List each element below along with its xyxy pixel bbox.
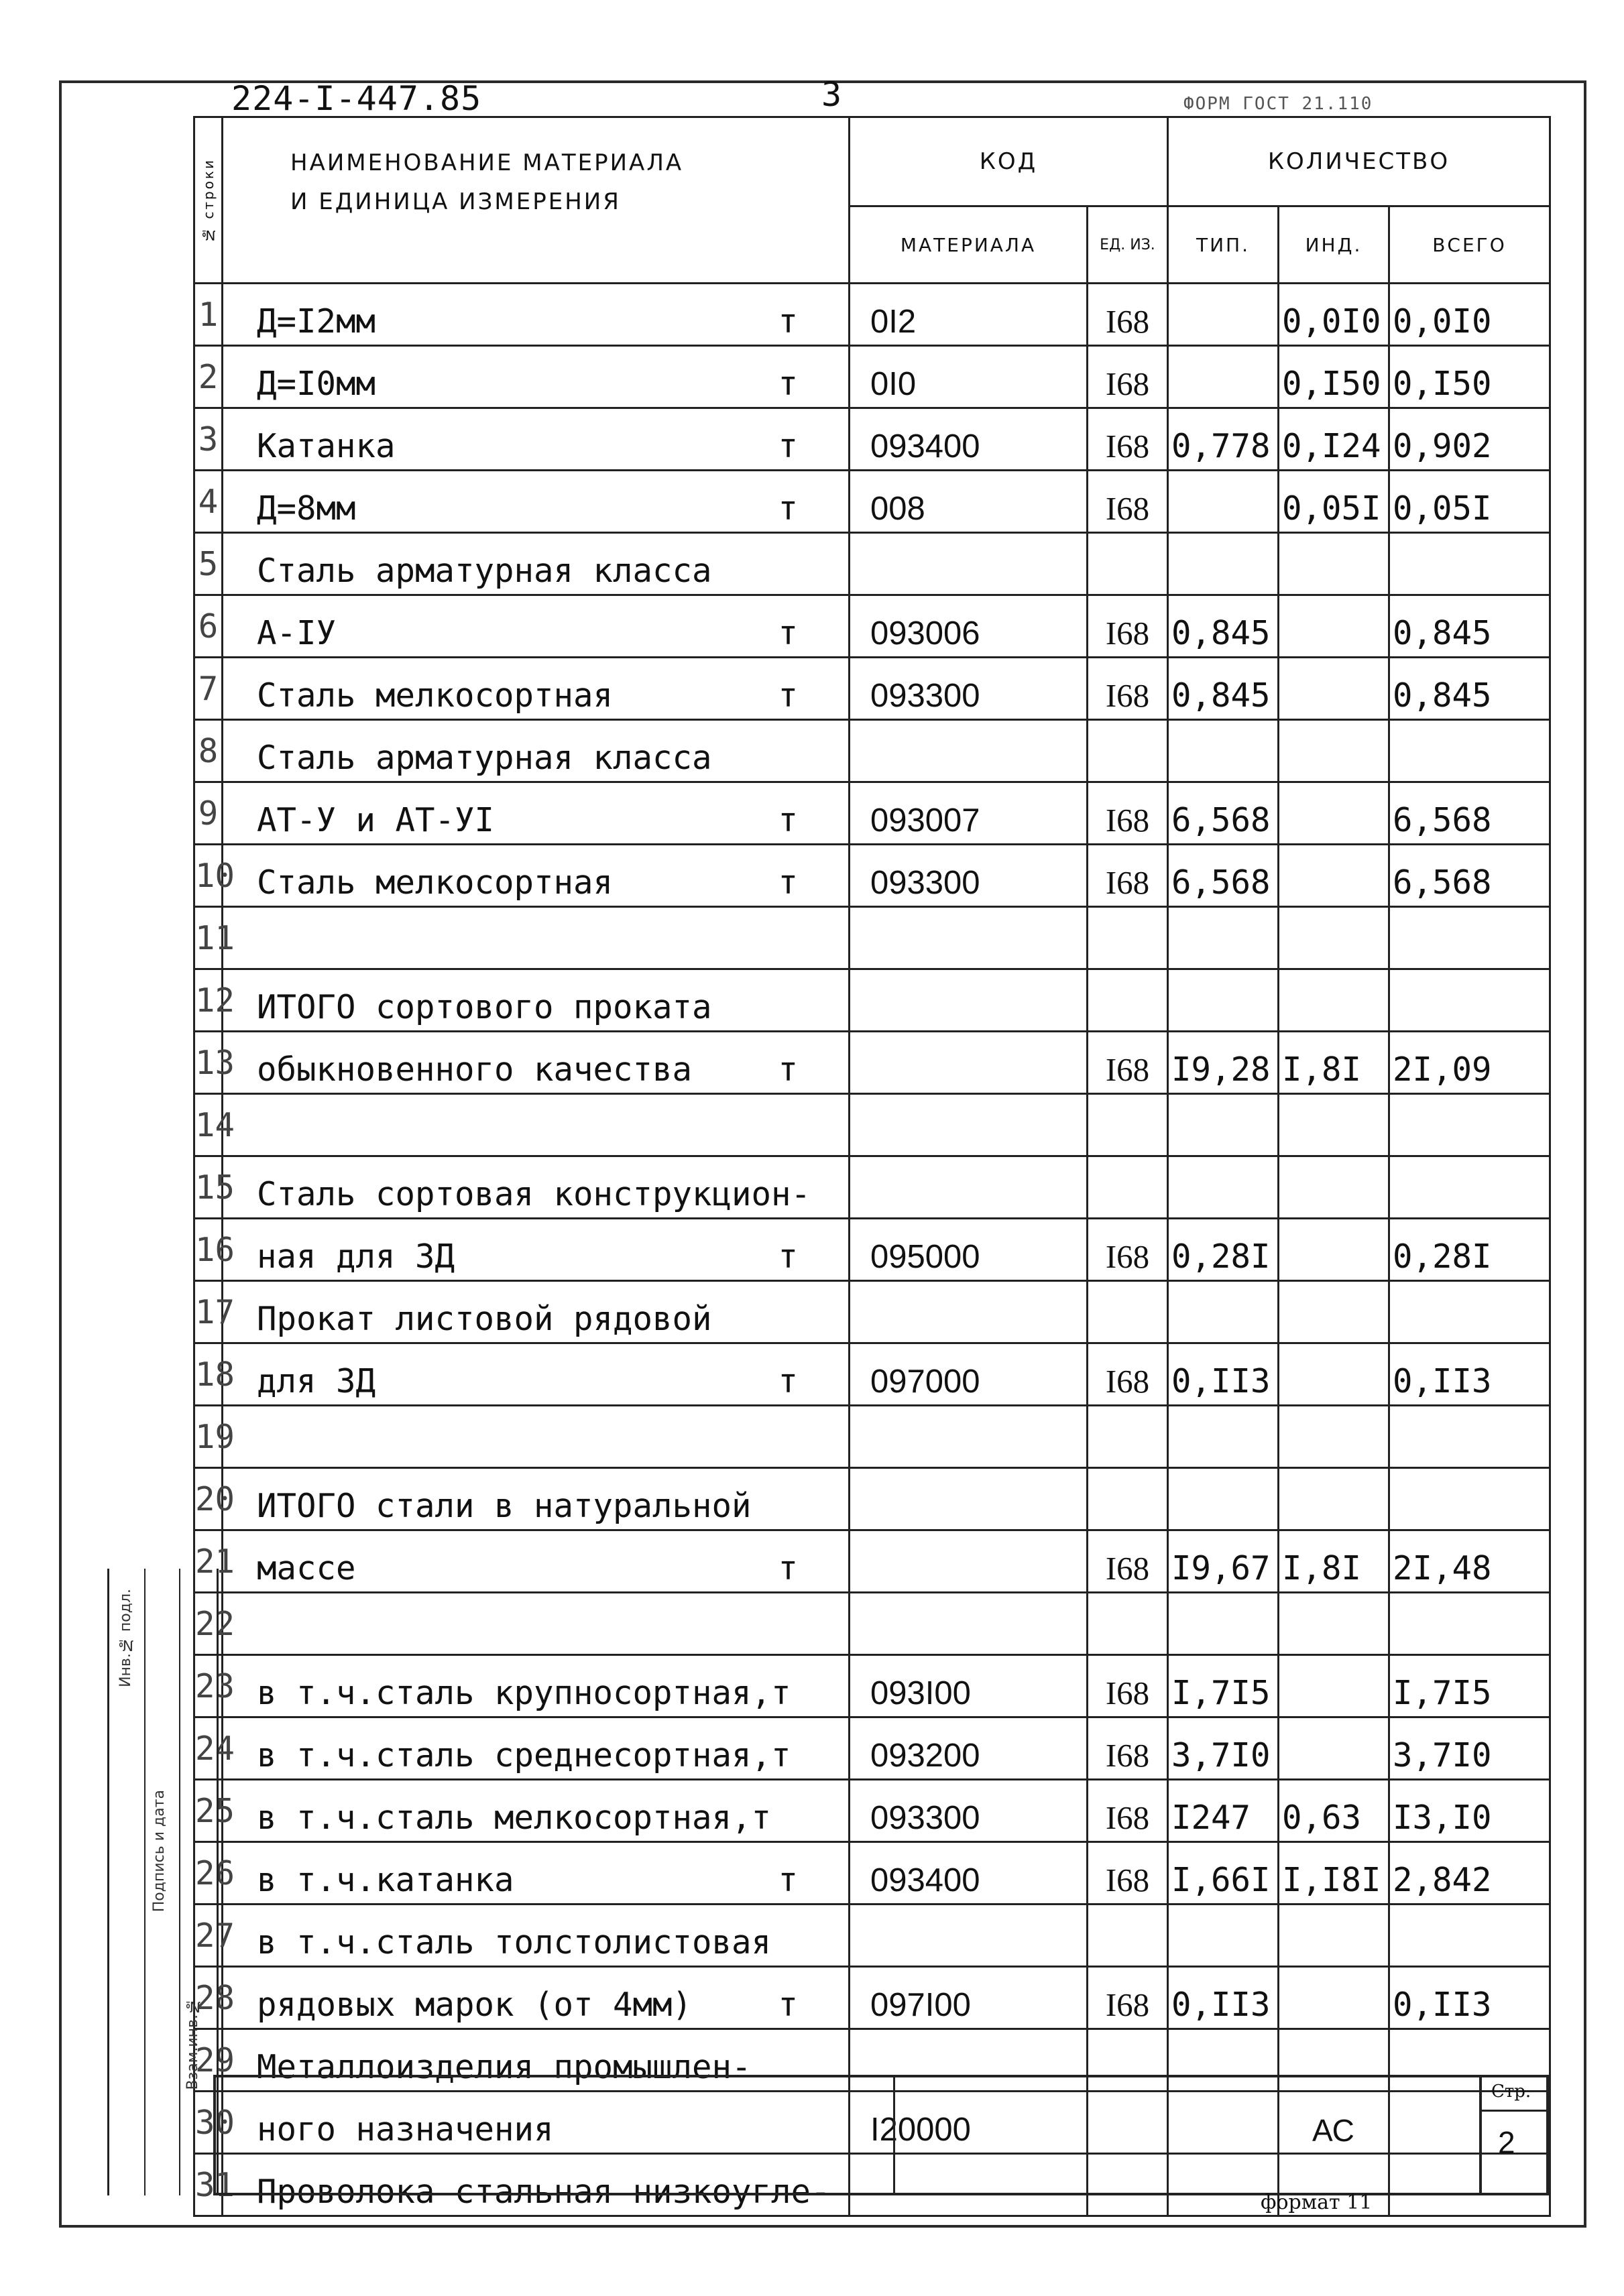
qty-typ-cell [1168,1094,1279,1156]
header-unit: ЕД. ИЗ. [1088,206,1168,284]
qty-ind-cell [1279,1219,1389,1281]
qty-total-cell [1389,969,1550,1032]
unit-code-cell: I68 [1088,1219,1168,1281]
row-number-cell: 16 [194,1219,223,1281]
title-block [213,2075,1549,2195]
qty-ind-cell [1279,845,1389,907]
row-number-cell: 25 [194,1780,223,1842]
unit-code-cell: I68 [1088,1655,1168,1717]
table-row [194,1780,1550,1842]
table-row [194,1967,1550,2029]
unit-code-cell: I68 [1088,1717,1168,1780]
unit-code-cell: I68 [1088,658,1168,720]
header-name-line2: И ЕДИНИЦА ИЗМЕРЕНИЯ [290,188,621,215]
row-number-cell: 31 [194,2154,223,2216]
material-name-text: АТ-У и АТ-УI [257,801,495,839]
material-name-text: Металлоизделия промышлен- [257,2048,752,2086]
qty-total-cell [1389,720,1550,782]
qty-total-cell: 0,II3 [1389,1343,1550,1406]
unit-code-cell: I68 [1088,471,1168,533]
qty-typ-cell [1168,1406,1279,1468]
qty-typ-cell: 0,778 [1168,408,1279,471]
qty-typ-cell: 3,7I0 [1168,1717,1279,1780]
qty-typ-cell [1168,346,1279,408]
measure-unit: т [778,1050,798,1089]
qty-ind-cell: 0,I50 [1279,346,1389,408]
table-row [194,1530,1550,1593]
qty-typ-cell [1168,284,1279,346]
row-number-cell: 29 [194,2029,223,2092]
material-name-cell [223,845,850,907]
material-name-cell [223,1406,850,1468]
unit-code-cell: I68 [1088,595,1168,658]
table-row [194,1343,1550,1406]
qty-ind-cell [1279,907,1389,969]
unit-code-cell: I68 [1088,284,1168,346]
material-name-text: в т.ч.сталь крупносортная,т [257,1674,791,1712]
measure-unit: т [778,1362,798,1400]
material-code-cell: 0I2 [850,284,1088,346]
qty-total-cell [1389,1468,1550,1530]
unit-code-cell [1088,907,1168,969]
qty-ind-cell: I,I8I [1279,1842,1389,1905]
material-code-cell [850,1468,1088,1530]
table-row [194,1842,1550,1905]
row-number-cell: 11 [194,907,223,969]
material-name-text: Д=8мм [257,489,356,528]
qty-ind-cell [1279,1281,1389,1343]
qty-total-cell: 0,I50 [1389,346,1550,408]
material-name-cell [223,1156,850,1219]
page-number: 2 [1498,2125,1515,2160]
material-code-cell [850,533,1088,595]
qty-ind-cell [1279,1655,1389,1717]
header-total: ВСЕГО [1389,206,1550,284]
row-number-cell: 26 [194,1842,223,1905]
qty-total-cell: I3,I0 [1389,1780,1550,1842]
table-row [194,969,1550,1032]
approval-stamp-strip [107,1569,219,2195]
qty-ind-cell [1279,658,1389,720]
measure-unit: т [778,863,798,902]
measure-unit: т [778,427,798,465]
row-number-cell: 3 [194,408,223,471]
qty-ind-cell [1279,1156,1389,1219]
table-row [194,595,1550,658]
qty-ind-cell [1279,533,1389,595]
material-name-cell [223,1281,850,1343]
measure-unit: т [778,1986,798,2024]
material-name-text: Сталь мелкосортная [257,676,614,715]
unit-code-cell [1088,1281,1168,1343]
material-name-cell [223,284,850,346]
qty-ind-cell [1279,1468,1389,1530]
table-row [194,1655,1550,1717]
qty-typ-cell [1168,1905,1279,1967]
qty-typ-cell [1168,1156,1279,1219]
material-code-cell [850,1094,1088,1156]
unit-code-cell [1088,969,1168,1032]
qty-total-cell: 0,0I0 [1389,284,1550,346]
qty-total-cell: 2I,48 [1389,1530,1550,1593]
qty-ind-cell: 0,I24 [1279,408,1389,471]
row-number-cell: 8 [194,720,223,782]
material-name-text: рядовых марок (от 4мм) [257,1986,693,2024]
material-code-cell [850,1156,1088,1219]
row-number-cell: 24 [194,1717,223,1780]
row-number-cell: 12 [194,969,223,1032]
row-number-cell: 17 [194,1281,223,1343]
unit-code-cell [1088,1593,1168,1655]
material-code-cell: 093I00 [850,1655,1088,1717]
material-name-text: ного назначения [257,2110,554,2149]
material-code-cell [850,907,1088,969]
row-number-cell: 22 [194,1593,223,1655]
material-name-cell [223,720,850,782]
material-name-cell [223,346,850,408]
material-name-cell [223,595,850,658]
qty-total-cell [1389,1281,1550,1343]
table-row [194,1406,1550,1468]
qty-ind-cell [1279,595,1389,658]
qty-typ-cell: 0,28I [1168,1219,1279,1281]
material-name-cell [223,907,850,969]
unit-code-cell [1088,1406,1168,1468]
row-number-cell: 9 [194,782,223,845]
material-name-text: Проволока стальная низкоугле- [257,2173,831,2211]
material-name-text: А-IУ [257,614,337,652]
qty-typ-cell [1168,907,1279,969]
material-code-cell: 093300 [850,1780,1088,1842]
table-row [194,471,1550,533]
material-code-cell: 093007 [850,782,1088,845]
row-number-cell: 6 [194,595,223,658]
qty-typ-cell: I,66I [1168,1842,1279,1905]
qty-typ-cell [1168,1593,1279,1655]
material-name-cell [223,1219,850,1281]
material-name-cell [223,408,850,471]
qty-ind-cell: I,8I [1279,1530,1389,1593]
material-name-text: массе [257,1549,356,1587]
material-code-cell [850,720,1088,782]
qty-ind-cell: 0,05I [1279,471,1389,533]
material-code-cell: 095000 [850,1219,1088,1281]
measure-unit: т [778,489,798,528]
measure-unit: т [778,614,798,652]
material-name-cell [223,1717,850,1780]
material-code-cell [850,1530,1088,1593]
row-number-cell: 5 [194,533,223,595]
table-row [194,1905,1550,1967]
measure-unit: т [778,1861,798,1899]
unit-code-cell [1088,1468,1168,1530]
stamp-sign-label: Подпись и дата [151,1790,168,1913]
unit-code-cell: I68 [1088,1967,1168,2029]
row-number-cell: 23 [194,1655,223,1717]
qty-ind-cell [1279,1593,1389,1655]
page-box [1479,2077,1549,2193]
stamp-code: АС [1312,2113,1354,2148]
row-number-cell: 18 [194,1343,223,1406]
table-row [194,1468,1550,1530]
table-row [194,720,1550,782]
unit-code-cell: I68 [1088,1343,1168,1406]
table-row [194,1281,1550,1343]
material-code-cell: 093006 [850,595,1088,658]
material-name-text: ИТОГО сортового проката [257,988,712,1026]
header-typ: ТИП. [1168,206,1279,284]
unit-code-cell [1088,720,1168,782]
table-body [194,284,1550,2216]
qty-typ-cell [1168,1468,1279,1530]
header-material-name [223,117,850,284]
material-code-cell: 093300 [850,845,1088,907]
material-code-cell [850,1032,1088,1094]
measure-unit: т [778,365,798,403]
material-name-cell [223,533,850,595]
qty-total-cell: 0,05I [1389,471,1550,533]
row-number-cell: 28 [194,1967,223,2029]
table-row [194,1219,1550,1281]
material-name-cell [223,969,850,1032]
row-number-cell: 10 [194,845,223,907]
material-name-text: Сталь мелкосортная [257,863,614,902]
material-name-cell [223,1530,850,1593]
table-row [194,1032,1550,1094]
table-row [194,284,1550,346]
material-name-text: в т.ч.сталь среднесортная,т [257,1736,791,1774]
unit-code-cell: I68 [1088,346,1168,408]
measure-unit: т [778,801,798,839]
material-code-cell: 093400 [850,1842,1088,1905]
qty-ind-cell [1279,720,1389,782]
material-code-cell: 093200 [850,1717,1088,1780]
qty-typ-cell [1168,969,1279,1032]
qty-typ-cell [1168,533,1279,595]
row-number-cell: 14 [194,1094,223,1156]
qty-ind-cell [1279,1905,1389,1967]
unit-code-cell [1088,1905,1168,1967]
qty-total-cell: 2,842 [1389,1842,1550,1905]
row-number-cell: 27 [194,1905,223,1967]
material-name-text: Сталь арматурная класса [257,552,712,590]
qty-total-cell: I,7I5 [1389,1655,1550,1717]
table-row [194,845,1550,907]
qty-typ-cell: I9,67 [1168,1530,1279,1593]
measure-unit: т [778,1237,798,1276]
unit-code-cell: I68 [1088,782,1168,845]
qty-ind-cell: 0,0I0 [1279,284,1389,346]
qty-total-cell: 0,28I [1389,1219,1550,1281]
measure-unit: т [778,302,798,341]
table-row [194,408,1550,471]
material-code-cell [850,1281,1088,1343]
material-code-cell: 0I0 [850,346,1088,408]
table-row [194,907,1550,969]
qty-ind-cell [1279,1406,1389,1468]
material-name-cell [223,1032,850,1094]
row-number-cell: 13 [194,1032,223,1094]
qty-total-cell [1389,533,1550,595]
measure-unit: т [778,1549,798,1587]
stamp-divider [144,1569,146,2195]
material-name-text: в т.ч.катанка [257,1861,514,1899]
row-number-cell: 15 [194,1156,223,1219]
material-name-text: ИТОГО стали в натуральной [257,1487,752,1525]
material-name-cell [223,782,850,845]
qty-total-cell [1389,1156,1550,1219]
unit-code-cell [1088,1156,1168,1219]
material-name-cell [223,1468,850,1530]
material-name-cell [223,471,850,533]
table-row [194,346,1550,408]
material-code-cell: 097I00 [850,1967,1088,2029]
page-box-divider [1482,2110,1549,2112]
page-label: Стр. [1491,2081,1531,2102]
qty-total-cell [1389,1406,1550,1468]
qty-typ-cell: 0,845 [1168,658,1279,720]
row-number-cell: 20 [194,1468,223,1530]
qty-total-cell [1389,1593,1550,1655]
material-name-cell [223,1780,850,1842]
qty-typ-cell: 0,II3 [1168,1343,1279,1406]
sheet-number: 3 [821,75,842,114]
table-row [194,1717,1550,1780]
qty-typ-cell: I9,28 [1168,1032,1279,1094]
qty-typ-cell [1168,720,1279,782]
unit-code-cell: I68 [1088,1780,1168,1842]
format-label: формат 11 [1261,2191,1373,2214]
row-number-cell: 1 [194,284,223,346]
header-row-number: № строки [194,117,223,284]
material-name-cell [223,1343,850,1406]
material-name-text: ная для ЗД [257,1237,455,1276]
table-row [194,658,1550,720]
qty-typ-cell: I247 [1168,1780,1279,1842]
qty-typ-cell: I,7I5 [1168,1655,1279,1717]
row-number-cell: 4 [194,471,223,533]
material-name-text: в т.ч.сталь толстолистовая [257,1923,772,1961]
stamp-inv-label: Инв.№ подл. [117,1589,134,1687]
qty-total-cell: 3,7I0 [1389,1717,1550,1780]
qty-total-cell: 0,845 [1389,595,1550,658]
row-number-cell: 19 [194,1406,223,1468]
qty-ind-cell [1279,1094,1389,1156]
unit-code-cell: I68 [1088,1842,1168,1905]
qty-typ-cell: 6,568 [1168,845,1279,907]
unit-code-cell [1088,1094,1168,1156]
qty-typ-cell [1168,471,1279,533]
qty-ind-cell [1279,782,1389,845]
format-note: ФОРМ ГОСТ 21.110 [1183,94,1373,114]
table-row [194,782,1550,845]
material-name-text: Сталь арматурная класса [257,739,712,777]
material-name-text: Сталь сортовая конструкцион- [257,1175,811,1213]
material-name-text: Прокат листовой рядовой [257,1300,712,1338]
material-code-cell [850,969,1088,1032]
row-number-cell: 21 [194,1530,223,1593]
material-code-cell: 008 [850,471,1088,533]
qty-total-cell: 0,902 [1389,408,1550,471]
header-code: КОД [850,117,1168,206]
qty-typ-cell [1168,1281,1279,1343]
material-name-cell [223,658,850,720]
material-code-cell: 093400 [850,408,1088,471]
material-name-cell [223,1905,850,1967]
unit-code-cell [1088,533,1168,595]
qty-ind-cell [1279,1343,1389,1406]
qty-total-cell: 6,568 [1389,782,1550,845]
material-name-cell [223,1593,850,1655]
unit-code-cell: I68 [1088,845,1168,907]
material-name-text: в т.ч.сталь мелкосортная,т [257,1799,772,1837]
material-name-text: для ЗД [257,1362,376,1400]
row-number-cell: 7 [194,658,223,720]
qty-typ-cell: 6,568 [1168,782,1279,845]
table-row [194,1593,1550,1655]
title-block-divider [893,2077,895,2193]
material-name-cell [223,1094,850,1156]
unit-code-cell: I68 [1088,1530,1168,1593]
material-name-text: Д=I0мм [257,365,376,403]
table-row [194,1094,1550,1156]
qty-total-cell [1389,1094,1550,1156]
qty-ind-cell: I,8I [1279,1032,1389,1094]
material-name-cell [223,1967,850,2029]
qty-total-cell: 2I,09 [1389,1032,1550,1094]
stamp-replace-label: Взам.инв.№ [184,1998,201,2090]
qty-ind-cell [1279,969,1389,1032]
material-name-text: обыкновенного качества [257,1050,693,1089]
materials-table [193,116,1551,2217]
material-code-cell: 097000 [850,1343,1088,1406]
table-row [194,1156,1550,1219]
material-code-cell [850,1593,1088,1655]
qty-total-cell [1389,1905,1550,1967]
material-name-text: Д=I2мм [257,302,376,341]
row-number-cell: 2 [194,346,223,408]
material-code-cell: I20000 [850,2092,1088,2154]
qty-typ-cell: 0,II3 [1168,1967,1279,2029]
row-number-cell: 30 [194,2092,223,2154]
header-name-line1: НАИМЕНОВАНИЕ МАТЕРИАЛА [290,149,684,176]
material-name-cell [223,1655,850,1717]
header-material: МАТЕРИАЛА [850,206,1088,284]
measure-unit: т [778,676,798,715]
qty-total-cell: 6,568 [1389,845,1550,907]
material-name-text: Катанка [257,427,396,465]
qty-ind-cell: 0,63 [1279,1780,1389,1842]
qty-typ-cell: 0,845 [1168,595,1279,658]
header-ind: ИНД. [1279,206,1389,284]
material-code-cell: 093300 [850,658,1088,720]
material-code-cell [850,1905,1088,1967]
unit-code-cell: I68 [1088,408,1168,471]
qty-total-cell [1389,907,1550,969]
qty-total-cell: 0,845 [1389,658,1550,720]
qty-ind-cell [1279,1717,1389,1780]
material-code-cell [850,1406,1088,1468]
qty-total-cell: 0,II3 [1389,1967,1550,2029]
unit-code-cell: I68 [1088,1032,1168,1094]
material-name-cell [223,1842,850,1905]
header-quantity: КОЛИЧЕСТВО [1168,117,1550,206]
qty-ind-cell [1279,1967,1389,2029]
document-code: 224-I-447.85 [231,79,482,118]
table-row [194,533,1550,595]
stamp-divider [179,1569,180,2195]
